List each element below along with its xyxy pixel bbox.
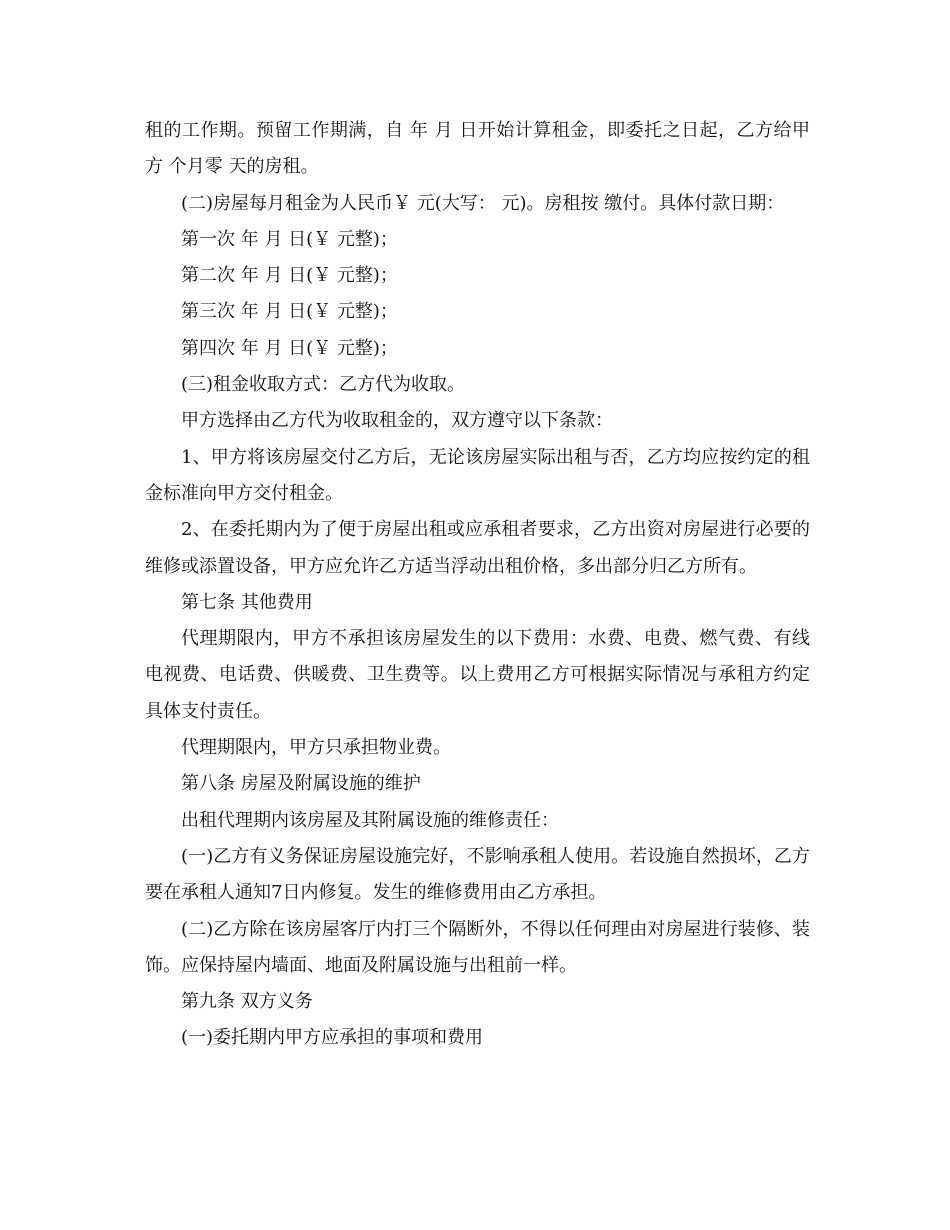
paragraph-maintenance-1: (一)乙方有义务保证房屋设施完好，不影响承租人使用。若设施自然损坏，乙方要在承租人通知7日内修复。发生的维修费用由乙方承担。: [145, 845, 810, 904]
paragraph-term-2: 2、在委托期内为了便于房屋出租或应承租者要求，乙方出资对房屋进行必要的维修或添置设备，甲方应允许乙方适当浮动出租价格，多出部分归乙方所有。: [145, 519, 810, 577]
paragraph-maintenance-intro: 出租代理期内该房屋及其附属设施的维修责任：: [181, 809, 559, 831]
paragraph-obligations-1: (一)委托期内甲方应承担的事项和费用: [181, 1027, 484, 1049]
document-body: [145, 113, 810, 1057]
paragraph-other-fees: 代理期限内，甲方不承担该房屋发生的以下费用：水费、电费、燃气费、有线电视费、电话费、供暖费、卫生费等。以上费用乙方可根据实际情况与承租方约定具体支付责任。: [145, 628, 810, 722]
heading-article-9: 第九条 双方义务: [181, 991, 313, 1013]
paragraph-collection-terms: 甲方选择由乙方代为收取租金的，双方遵守以下条款：: [181, 410, 613, 432]
paragraph-payment-3: 第三次 年 月 日(￥ 元整)；: [181, 301, 398, 323]
paragraph-collection-method: (三)租金收取方式：乙方代为收取。: [181, 374, 466, 396]
paragraph-payment-2: 第二次 年 月 日(￥ 元整)；: [181, 265, 398, 287]
paragraph-rent-amount: (二)房屋每月租金为人民币￥ 元(大写： 元)。房租按 缴付。具体付款日期：: [181, 192, 785, 214]
heading-article-8: 第八条 房屋及附属设施的维护: [181, 773, 421, 795]
paragraph-payment-1: 第一次 年 月 日(￥ 元整)；: [181, 228, 398, 250]
paragraph-continuation: 租的工作期。预留工作期满，自 年 月 日开始计算租金，即委托之日起，乙方给甲方 个月零 天的房租。: [145, 120, 810, 178]
paragraph-payment-4: 第四次 年 月 日(￥ 元整)；: [181, 337, 398, 359]
heading-article-7: 第七条 其他费用: [181, 591, 313, 613]
paragraph-maintenance-2: (二)乙方除在该房屋客厅内打三个隔断外，不得以任何理由对房屋进行装修、装饰。应保持屋内墙面、地面及附属设施与出租前一样。: [145, 918, 810, 976]
paragraph-property-fee: 代理期限内，甲方只承担物业费。: [181, 737, 451, 759]
paragraph-term-1: 1、甲方将该房屋交付乙方后，无论该房屋实际出租与否，乙方均应按约定的租金标准向甲方交付租金。: [145, 446, 810, 504]
